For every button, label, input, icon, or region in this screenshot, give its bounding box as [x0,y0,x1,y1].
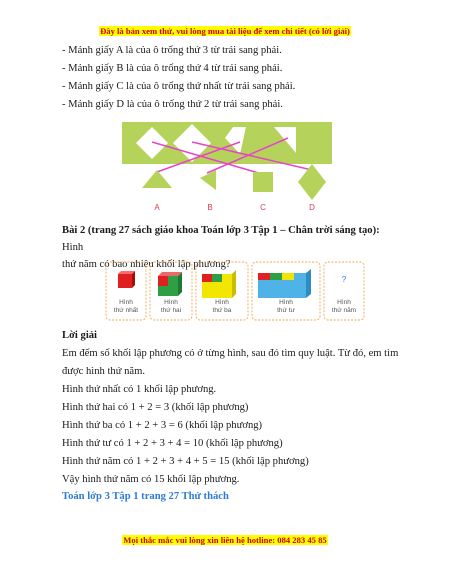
solution-step-1: Hình thứ nhất có 1 khối lập phương. [62,384,217,395]
hotline-banner [0,535,450,545]
letter-b: B [207,203,213,212]
figure-3-label-2: thứ ba [212,307,232,314]
preview-banner [0,26,450,36]
figure-1-label-2: thứ nhất [113,307,139,314]
answer-line-b: - Mảnh giấy B là của ô trống thứ 4 từ trái sang phải. [62,63,283,74]
figure-1-cubes [118,271,135,288]
solution-step-2: Hình thứ hai có 1 + 2 = 3 (khối lập phương) [62,402,249,413]
figure-2-label-2: thứ hai [160,307,182,314]
solution-conclusion: Vậy hình thứ năm có 15 khối lập phương. [62,474,240,485]
figure-5-label-2: thứ năm [331,307,357,314]
solution-step-4: Hình thứ tư có 1 + 2 + 3 + 4 = 10 (khối lập phương) [62,438,283,449]
figure-5-label-1: Hình [337,299,351,306]
figure-4-cubes [258,269,311,298]
figure-3-label-1: Hình [215,299,229,306]
exercise-question-part1: Hình [62,242,84,253]
piece-c [253,172,273,192]
figure-3-cubes [202,270,236,298]
solution-step-5: Hình thứ năm có 1 + 2 + 3 + 4 + 5 = 15 (khối lập phương) [62,456,309,467]
cube-figures [104,260,366,324]
solution-intro-2: được hình thứ năm. [62,366,145,377]
answer-line-c: - Mảnh giấy C là của ô trống thứ nhất từ trái sang phải. [62,81,296,92]
figure-1-label-1: Hình [119,299,133,306]
solution-intro-1: Em đếm số khối lập phương có ở từng hình, sau đó tìm quy luật. Từ đó, em tìm [62,348,399,359]
figure-4-label-1: Hình [279,299,293,306]
answer-line-a: - Mảnh giấy A là của ô trống thứ 3 từ trái sang phải. [62,45,282,56]
preview-banner-text: Đây là bản xem thử, vui lòng mua tài liệu để xem chi tiết (có lời giải) [100,26,350,36]
figure-4-label-2: thứ tư [277,307,295,314]
figure-2-label-1: Hình [164,299,178,306]
paper-pieces-figure [112,118,342,218]
solution-step-3: Hình thứ ba có 1 + 2 + 3 = 6 (khối lập phương) [62,420,263,431]
hotline-banner-text: Mọi thắc mắc vui lòng xin liên hệ hotline: 084 283 45 85 [123,535,327,545]
piece-d [298,164,326,200]
solution-heading: Lời giải [62,330,98,341]
exercise-question-part2: thứ năm có bao nhiêu khối lập phương? [62,259,231,270]
next-lesson-link[interactable]: Toán lớp 3 Tập 1 trang 27 Thử thách [62,491,229,502]
letter-d: D [309,203,315,212]
figure-5-question-mark: ? [341,275,347,284]
figure-2-cubes [158,272,182,296]
answer-line-d: - Mảnh giấy D là của ô trống thứ 2 từ trái sang phải. [62,99,283,110]
letter-c: C [260,203,266,212]
piece-a [142,170,172,188]
letter-a: A [154,203,160,212]
exercise-title: Bài 2 (trang 27 sách giáo khoa Toán lớp 3 Tập 1 – Chân trời sáng tạo): [62,225,380,236]
